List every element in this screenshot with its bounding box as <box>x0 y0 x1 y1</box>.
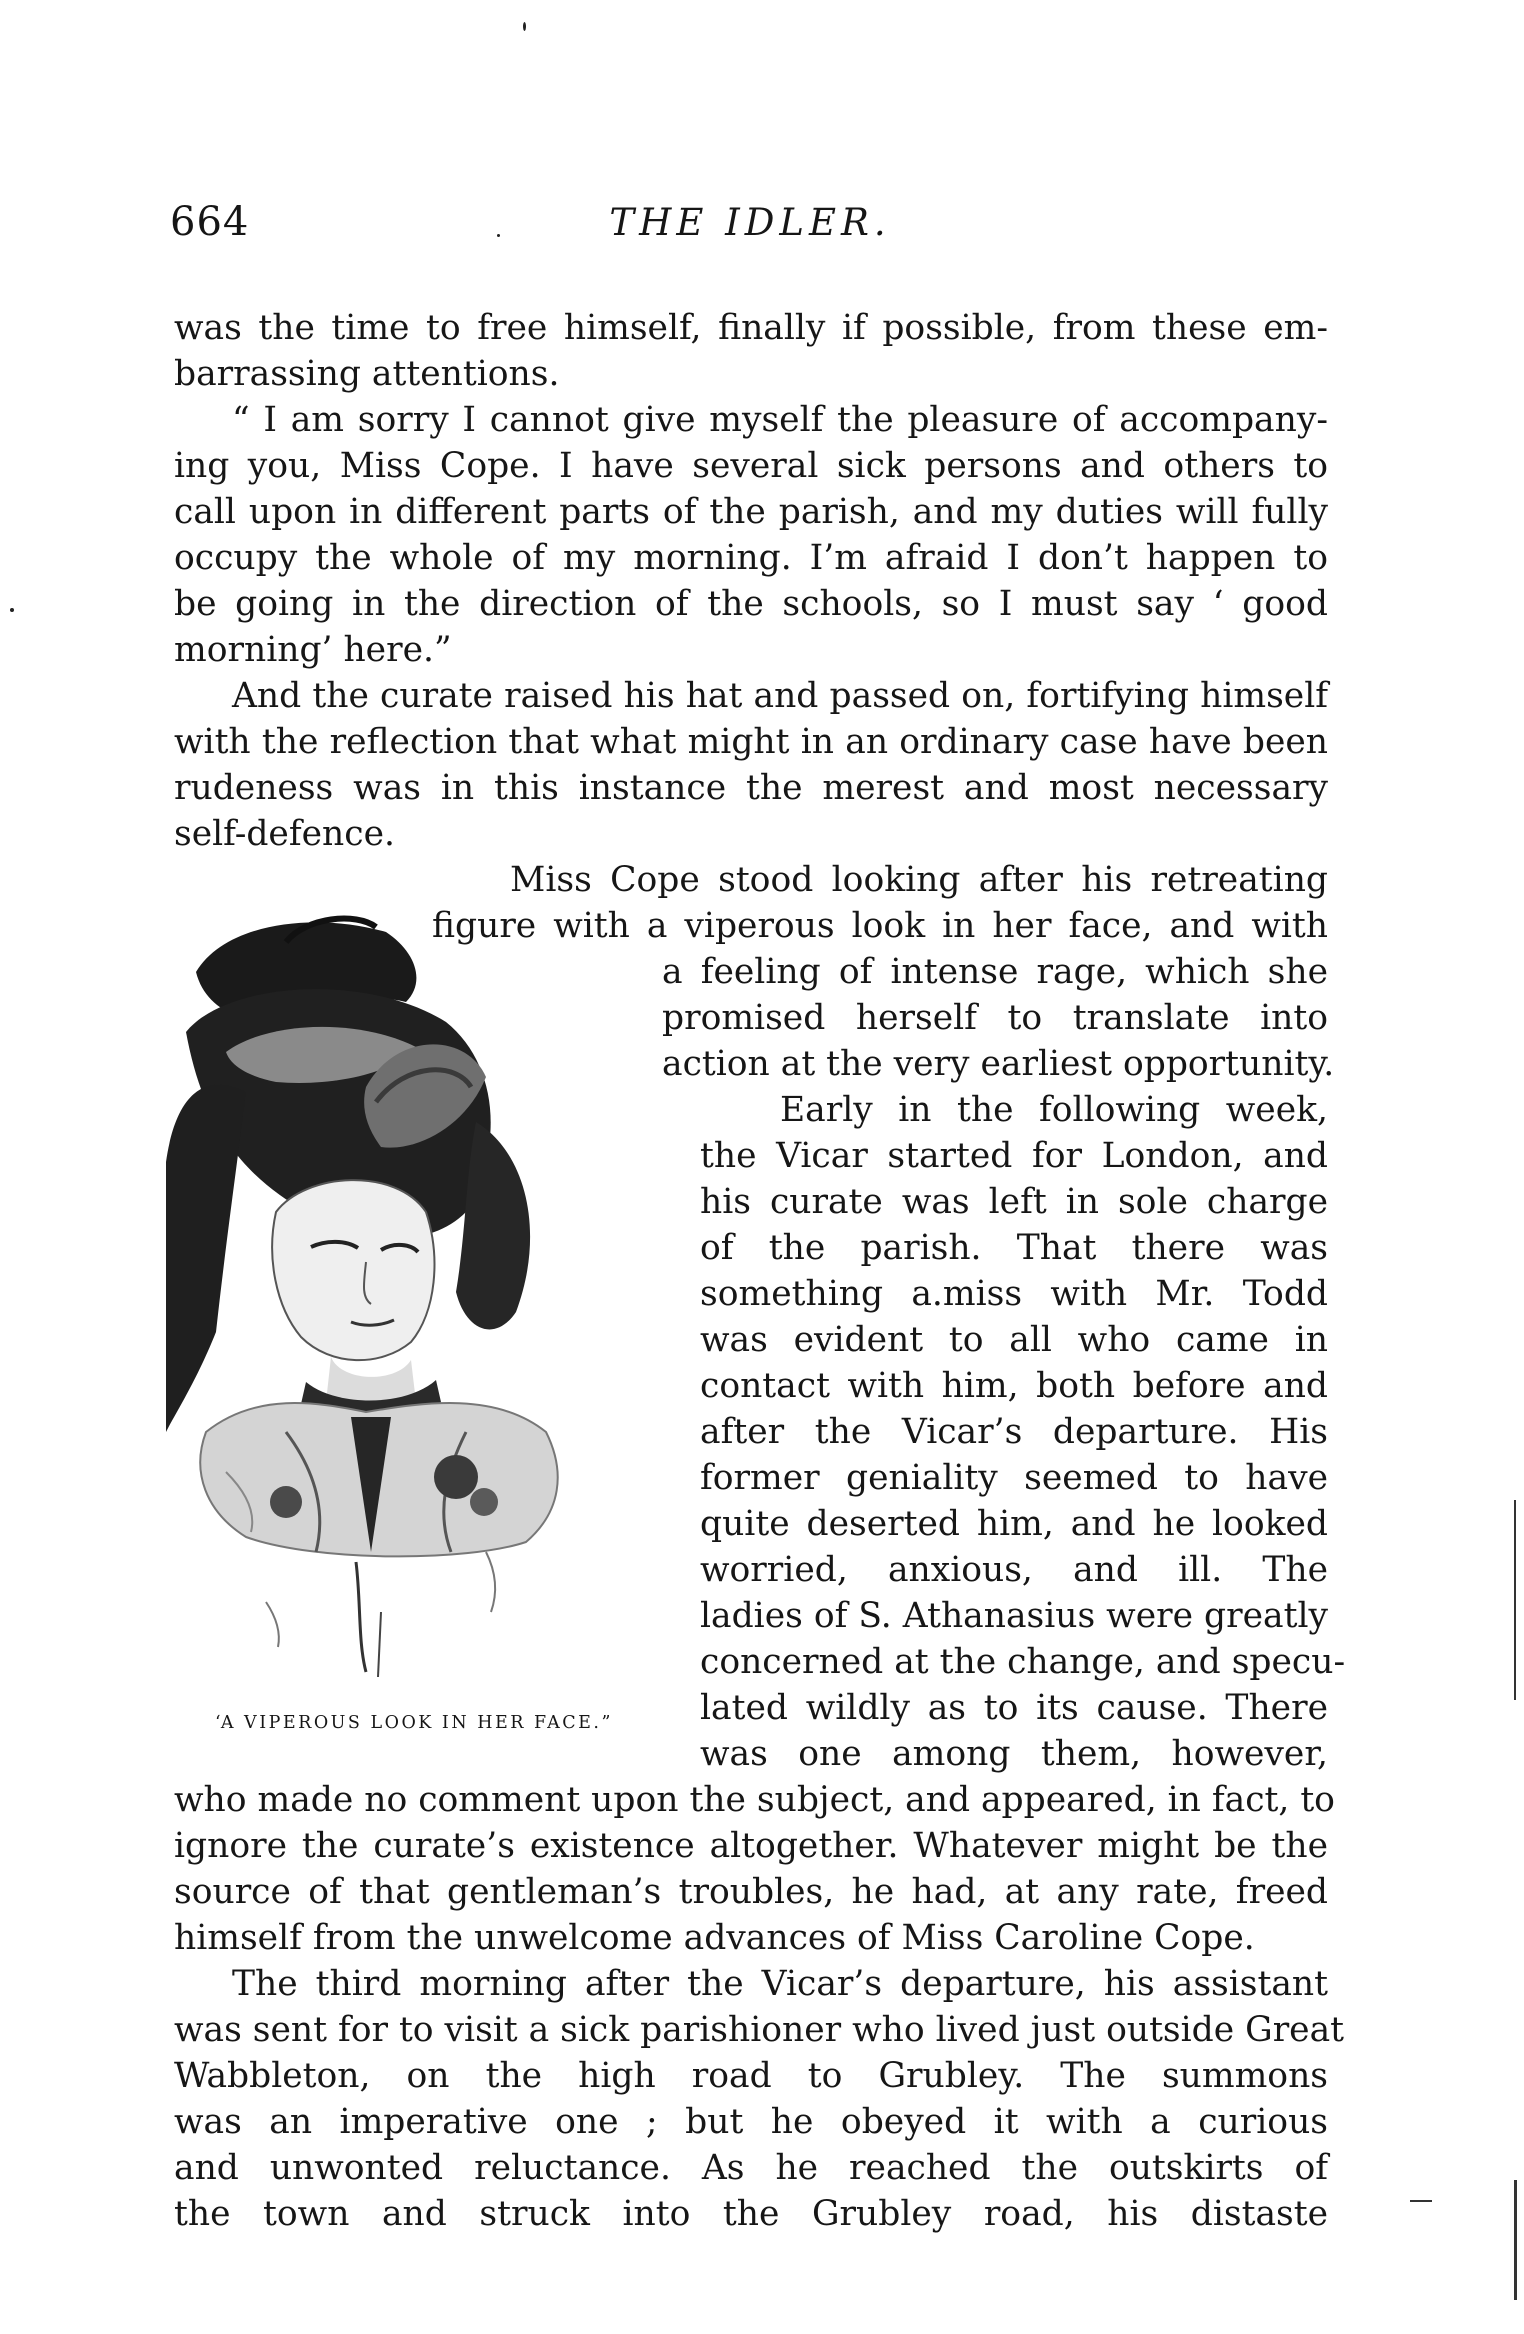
text-line: something a.miss with Mr. Todd <box>700 1274 1328 1314</box>
text-line: morning’ here.” <box>174 630 452 670</box>
text-line: The third morning after the Vicar’s departure, his assistant <box>232 1964 1328 2004</box>
woman-in-hat-drawing <box>166 912 662 1692</box>
margin-mark <box>1514 2180 1517 2300</box>
text-line: of the parish. That there was <box>700 1228 1328 1268</box>
text-line: lated wildly as to its cause. There <box>700 1688 1328 1728</box>
running-title: THE IDLER. <box>609 201 891 244</box>
text-line: ladies of S. Athanasius were greatly <box>700 1596 1328 1636</box>
portrait-illustration <box>166 912 662 1692</box>
text-line: rudeness was in this instance the merest and most necessary <box>174 768 1328 808</box>
running-header <box>170 195 1330 255</box>
text-line: the town and struck into the Grubley road, his distaste <box>174 2194 1328 2234</box>
text-line: source of that gentleman’s troubles, he had, at any rate, freed <box>174 1872 1328 1912</box>
page-number: 664 <box>170 199 250 245</box>
text-line: And the curate raised his hat and passed on, fortifying himself <box>232 676 1328 716</box>
text-line: “ I am sorry I cannot give myself the pleasure of accompany- <box>232 400 1328 440</box>
text-line: action at the very earliest opportunity. <box>662 1044 1335 1084</box>
text-line: Wabbleton, on the high road to Grubley. The summons <box>174 2056 1328 2096</box>
text-line: contact with him, both before and <box>700 1366 1328 1406</box>
text-line: a feeling of intense rage, which she <box>662 952 1328 992</box>
illustration-caption: ‘A VIPEROUS LOOK IN HER FACE.” <box>215 1713 613 1733</box>
text-line: quite deserted him, and he looked <box>700 1504 1328 1544</box>
text-line: was evident to all who came in <box>700 1320 1328 1360</box>
text-line: was one among them, however, <box>700 1734 1328 1774</box>
text-line: worried, anxious, and ill. The <box>700 1550 1328 1590</box>
text-line: figure with a viperous look in her face, and with <box>432 906 1328 946</box>
text-line: promised herself to translate into <box>662 998 1328 1038</box>
text-line: his curate was left in sole charge <box>700 1182 1328 1222</box>
text-line: barrassing attentions. <box>174 354 560 394</box>
text-line: with the reflection that what might in an ordinary case have been <box>174 722 1328 762</box>
text-line: the Vicar started for London, and <box>700 1136 1328 1176</box>
text-line: was an imperative one ; but he obeyed it with a curious <box>174 2102 1328 2142</box>
margin-mark <box>1410 2200 1432 2202</box>
text-line: Miss Cope stood looking after his retreating <box>510 860 1328 900</box>
ink-speck <box>10 608 14 612</box>
text-line: himself from the unwelcome advances of Miss Caroline Cope. <box>174 1918 1255 1958</box>
text-line: self-defence. <box>174 814 395 854</box>
text-line: Early in the following week, <box>780 1090 1328 1130</box>
text-line: after the Vicar’s departure. His <box>700 1412 1328 1452</box>
text-line: ignore the curate’s existence altogether. Whatever might be the <box>174 1826 1328 1866</box>
text-line: former geniality seemed to have <box>700 1458 1328 1498</box>
ink-speck <box>523 22 526 31</box>
ink-speck <box>497 234 500 237</box>
text-line: who made no comment upon the subject, and appeared, in fact, to <box>174 1780 1335 1820</box>
text-line: ing you, Miss Cope. I have several sick persons and others to <box>174 446 1328 486</box>
text-line: was the time to free himself, finally if possible, from these em- <box>174 308 1328 348</box>
text-line: and unwonted reluctance. As he reached the outskirts of <box>174 2148 1328 2188</box>
text-line: was sent for to visit a sick parishioner who lived just outside Great <box>174 2010 1345 2050</box>
text-line: be going in the direction of the schools, so I must say ‘ good <box>174 584 1328 624</box>
text-line: occupy the whole of my morning. I’m afraid I don’t happen to <box>174 538 1328 578</box>
margin-mark <box>1514 1500 1516 1700</box>
text-line: call upon in different parts of the parish, and my duties will fully <box>174 492 1328 532</box>
text-line: concerned at the change, and specu- <box>700 1642 1346 1682</box>
